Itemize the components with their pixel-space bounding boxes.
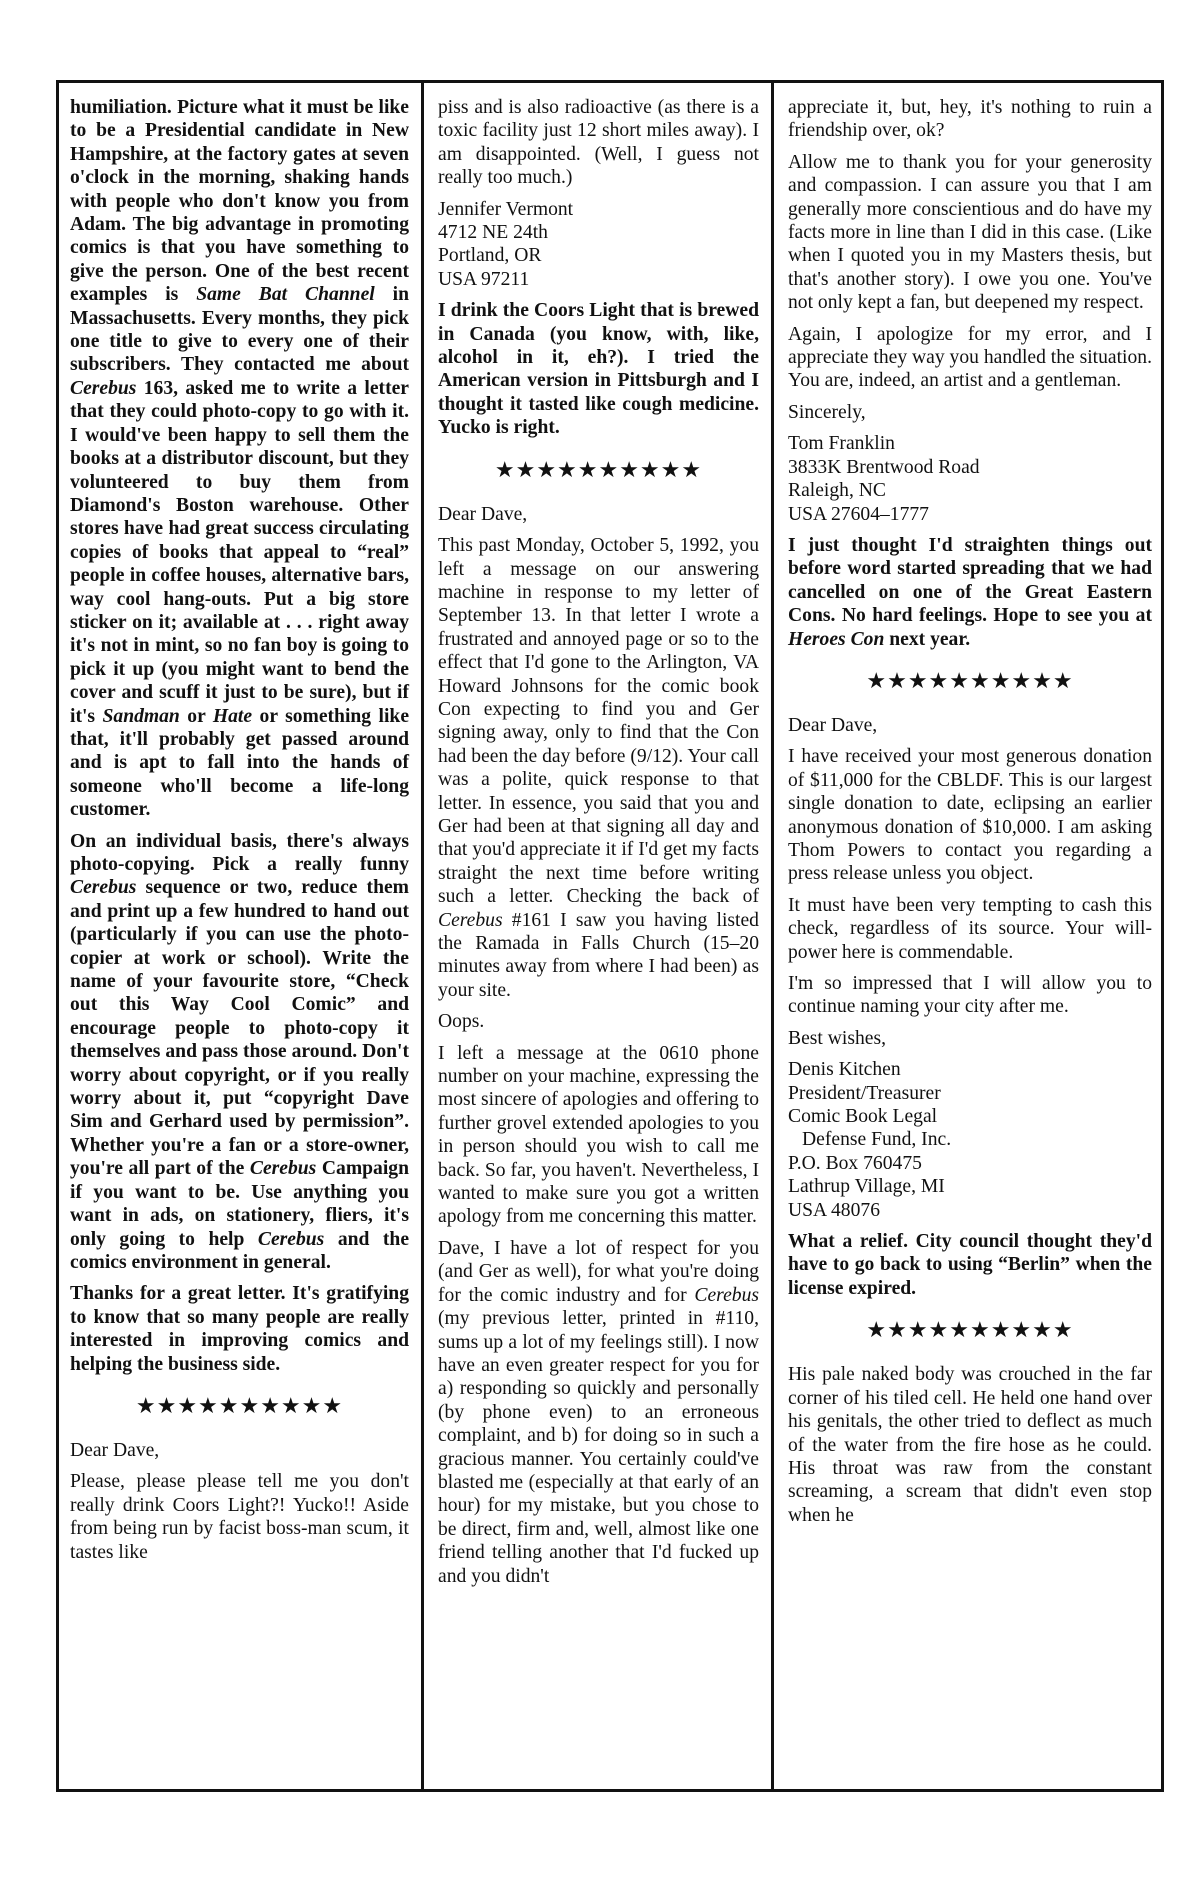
star-divider: ★★★★★★★★★★ [866,668,1074,694]
editor-reply-paragraph: On an individual basis, there's always photo-copying. Pick a really funny Cerebus sequence or two, reduce them and print up a few hundred to hand out (particularly if you can use the photo-copier at work or school). Write the name of your favourite store, “Check out this Way Cool Comic” and encourage people to photo-copy it themselves and pass those around. Don't worry about copyright, or if you really worry about it, put “copyright Dave Sim and Gerhard used by permission”. Whether you're a fan or a store-owner, you're all part of the Cerebus Campaign if you want to be. Use anything you want in ads, on stationery, fliers, it's only going to help Cerebus and the comics environment in general. [70,830,410,1273]
star-divider: ★★★★★★★★★★ [135,1393,344,1419]
letter-paragraph: Allow me to thank you for your generosity and compassion. I can assure you that I am generally more conscientious and do have my facts more in line than I did in this case. (Like when I quoted you in my Masters thesis, but that's another story). I owe you one. You've not only kept a fan, but deepened my respect. [788,151,1152,314]
column-3 [774,80,1164,1792]
letter-paragraph: I left a message at the 0610 phone number on your machine, expressing the most sincere of apologies and offering to further grovel extended apologies to you in person should you wish to call me back. So far, you haven't. Nevertheless, I wanted to make sure you got a written apology from me concerning this matter. [438,1042,759,1228]
letter-address-line: Raleigh, NC [788,480,886,502]
letter-address-line: 4712 NE 24th [438,222,548,244]
column-1 [56,80,424,1792]
letter-greeting: Dear Dave, [438,503,528,525]
letter-closing: Sincerely, [788,401,866,423]
star-divider: ★★★★★★★★★★ [866,1318,1074,1344]
letter-paragraph: Again, I apologize for my error, and I appreciate they way you handled the situation. You are, indeed, an artist and a gentleman. [788,323,1152,392]
letter-paragraph: It must have been very tempting to cash this check, regardless of its source. Your will-power here is commendable. [788,894,1152,963]
letter-paragraph: I'm so impressed that I will allow you to continue naming your city after me. [788,973,1152,1018]
letter-address-line: Portland, OR [438,245,542,267]
letter-signature-name: Jennifer Vermont [438,198,574,220]
letter-signature-name: Denis Kitchen [788,1059,901,1081]
letter-paragraph: Dave, I have a lot of respect for you (and Ger as well), for what you're doing for the comic industry and for Cerebus (my previous letter, printed in #110, sums up a lot of my feelings still). I now have an even greater respect for you for a) responding so quickly and personally (by phone even) to an erroneous complaint, and b) for doing so in such a gracious manner. You certainly could've blasted me (especially at that early of an hour) for my mistake, but you chose to be direct, firm and, well, almost like one friend telling another that I'd fucked up and you didn't [438,1237,759,1587]
letter-paragraph: This past Monday, October 5, 1992, you left a message on our answering machine in response to my letter of September 13. In that letter I wrote a frustrated and annoyed page or so to the effect that I'd gone to the Arlington, VA Howard Johnsons for the comic book Con expecting to find you and Ger signing away, only to find that the Con had been the day before (9/12). Your call was a polite, quick response to that letter. In essence, you said that you and Ger had been at that signing all day and that you'd appreciate it if I'd get my facts straight the next time before writing such a letter. Checking the back of Cerebus #161 I saw you having listed the Ramada in Falls Church (15–20 minutes away from where I had been) as your site. [438,535,759,1001]
column-2 [424,80,774,1792]
letter-address-line: P.O. Box 760475 [788,1152,922,1174]
letter-address-line: Defense Fund, Inc. [802,1129,952,1151]
letter-address-line: 3833K Brentwood Road [788,456,980,478]
letter-paragraph: piss and is also radioactive (as there is a toxic facility just 12 short miles away). I am disappointed. (Well, I guess not really too much.) [438,97,759,189]
letter-paragraph: Oops. [438,1011,485,1033]
letter-address-line: Comic Book Legal [788,1106,938,1128]
star-divider: ★★★★★★★★★★ [494,457,703,483]
letter-address-line: Lathrup Village, MI [788,1176,945,1198]
editor-reply-paragraph: I just thought I'd straighten things out before word started spreading that we had cancelled on one of the Great Eastern Cons. No hard feelings. Hope to see you at Heroes Con next year. [788,534,1152,650]
letter-signature-name: Tom Franklin [788,433,895,455]
letter-paragraph: Please, please please tell me you don't really drink Coors Light?! Yucko!! Aside from being run by facist boss-man scum, it tastes like [70,1471,409,1563]
letter-address-line: USA 97211 [438,268,530,290]
letter-paragraph: appreciate it, but, hey, it's nothing to ruin a friendship over, ok? [788,97,1152,142]
editor-reply-paragraph: humiliation. Picture what it must be like to be a Presidential candidate in New Hampshire, at the factory gates at seven o'clock in the morning, shaking hands with people who don't know you from Adam. The big advantage in promoting comics is that you have something to give the person. One of the best recent examples is Same Bat Channel in Massachusetts. Every months, they pick one title to give to every one of their subscribers. They contacted me about Cerebus 163, asked me to write a letter that they could photo-copy to go with it. I would've been happy to sell them the books at a distributor discount, but they volunteered to buy them from Diamond's Boston warehouse. Other stores have had great success circulating copies of books that appeal to “real” people in coffee houses, alternative bars, way cool hang-outs. Put a big store sticker on it; available at . . . right away it's not in mint, so no fan boy is going to pick it up (you might want to bend the cover and scuff it just to be sure), but if it's Sandman or Hate or something like that, it'll probably get passed around and is apt to fall into the hands of someone who'll become a life-long customer. [70,97,410,821]
letter-greeting: Dear Dave, [788,714,878,736]
editor-reply-paragraph: What a relief. City council thought they'd have to go back to using “Berlin” when the license expired. [788,1231,1152,1299]
editor-reply-paragraph: Thanks for a great letter. It's gratifying to know that so many people are really interested in improving comics and helping the business side. [70,1283,409,1375]
letter-paragraph: I have received your most generous donation of $11,000 for the CBLDF. This is our largest single donation to date, eclipsing an earlier anonymous donation of $10,000. I am asking Thom Powers to contact you regarding a press release unless you object. [788,746,1152,885]
letter-address-line: USA 27604–1777 [788,503,929,525]
editor-reply-paragraph: I drink the Coors Light that is brewed in Canada (you know, with, like, alcohol in it, eh?). I tried the American version in Pittsburgh and I thought it tasted like cough medicine. Yucko is right. [438,300,759,439]
letter-signature-title: President/Treasurer [788,1082,941,1104]
story-paragraph: His pale naked body was crouched in the far corner of his tiled cell. He held one hand over his genitals, the other tried to deflect as much of the water from the fire hose as he could. His throat was raw from the constant screaming, a scream that didn't even stop when he [788,1364,1152,1526]
letter-address-line: USA 48076 [788,1199,880,1221]
letter-closing: Best wishes, [788,1027,886,1049]
letter-greeting: Dear Dave, [70,1439,160,1461]
